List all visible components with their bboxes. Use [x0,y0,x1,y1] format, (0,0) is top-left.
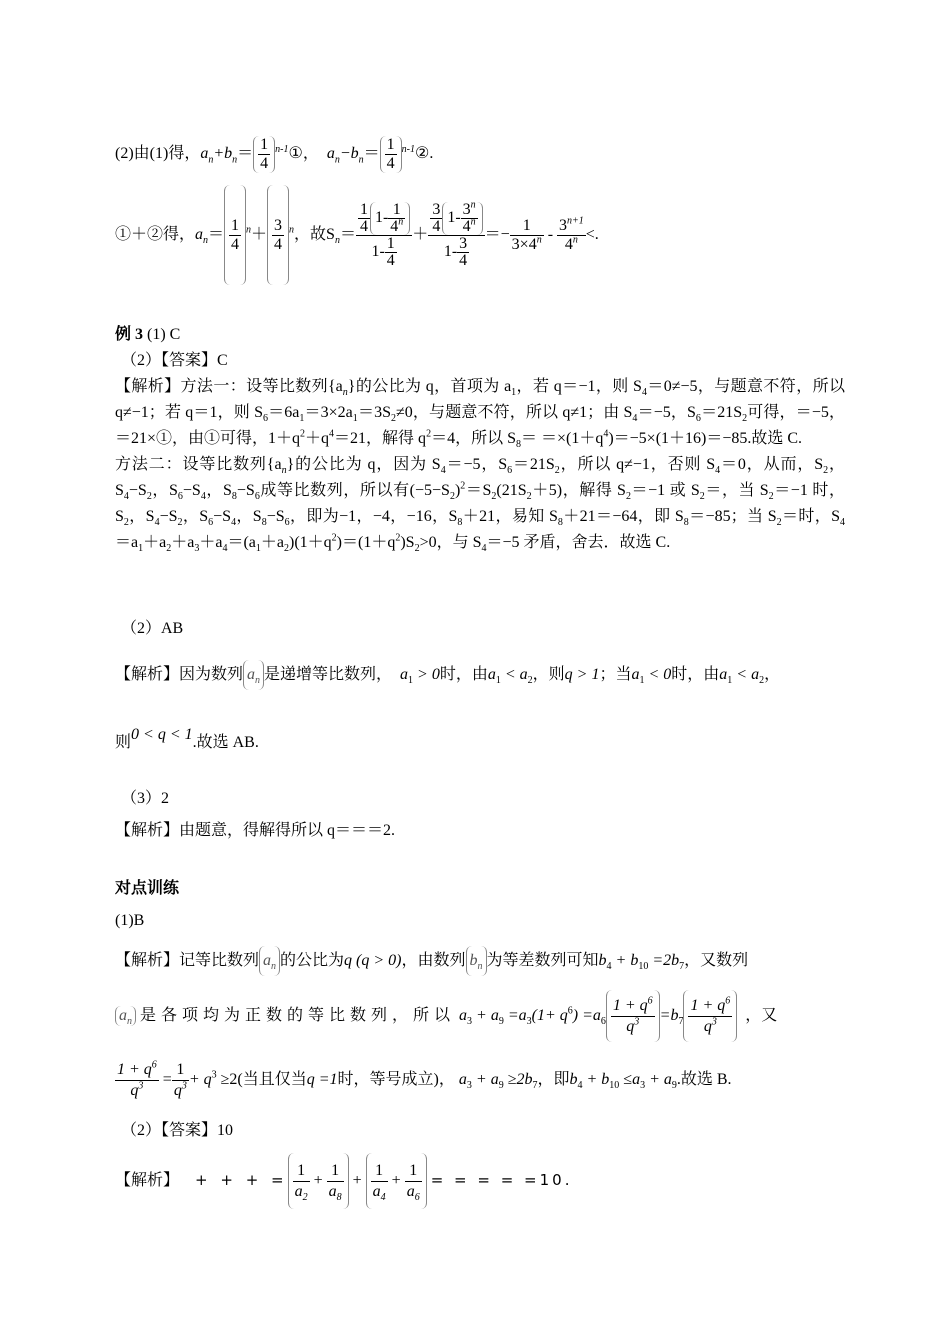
answer-ab-label: （2）AB [121,620,184,637]
answer-ab-analysis: 【解析】因为数列 $a_n$ 是递增等比数列， $a_1 > 0$时，由$a_1 < a_2$，则q > 1；当$a_1 < 0$时，由$a_1 < a_2$， [115,660,845,690]
method-2-paragraph: 方法二：设等比数列$\{a_n\}$的公比为 q，因为 $S_4=-5$，$S_6=21S_2$，所以 q≠−1，否则 $S_4=0$，从而，$S_2$，$S_4-S_2$，$S_6-S_4$，$S_8-S_6$成等比数列，所以有$(-5-S_2)^2=S_2(21S_2+5)$，解得 $S_2=-1$ 或 $S_2=$，当 $S_2=-1$ 时，$S_2$，$S_4-S_2$，$S_6-S_4$，$S_8-S_6$，即为−1，−4，−16，$S_8+21$，易知 $S_8+21=-64$，即 $S_8=-85$；当 $S_2=$时，$S_4=a_1+a_2+a_3+a_4=(a_1+a_2)(1+q^2)=(1+q^2)S_2>0$，与 $S_4=-5$ 矛盾，舍去．故选 C. [115,456,845,555]
answer-3-analysis: 【解析】由题意，得解得所以 q＝＝＝2. [115,822,396,839]
fraction-paren: $\frac{1}{4}$ [253,136,275,173]
answer-2-label: （2）【答案】C [121,352,228,369]
training-answer-2: （2）【答案】10 [121,1122,234,1139]
lead-text: (2)由(1)得， [115,145,201,163]
solution-line-1: (2)由(1)得，$a_n+b_n=$ $\frac{1}{4}$ $^{n-1}$①， $a_n-b_n=$ $\frac{1}{4}$ $^{n-1}$②. [115,136,434,172]
training-analysis-2: $a_n$ 是各项均为正数的等比数列，所以 $a_3 + a_9 =a_3(1+ q^6) =a_6$ $\frac{1 + q^6}{q^3}$ $=b_7$ $\frac{1 + q^6}{q^3}$ ，又 [115,990,845,1042]
example-3-heading: 例 3 (1) C [115,326,181,343]
section-title: 对点训练 [115,880,180,897]
answer-3: （3）2 [121,790,170,807]
training-analysis-4: 【解析】 + + + = $\frac{1}{a_2}$ + $\frac{1}{a_8}$ + $\frac{1}{a_4}$ + $\frac{1}{a_6}$ = = = = =10. [115,1152,845,1208]
training-section: 对点训练 (1)B [115,876,845,934]
sum-fraction-2: $\frac{3}{4}$ 1- $\frac{3^n}{4^n}$ 1- $\frac{3}{4}$ [428,202,484,269]
method-1-paragraph: 【解析】方法一：设等比数列$\{a_n\}$的公比为 q，首项为 $a_1$，若 q＝−1，则 $S_4=0\ne-5$，与题意不符，所以 q≠−1；若 q＝1，则 $S_6=6a_1=3\times 2a_1=3S_2\ne 0$，与题意不符，所以 q≠1；由 $S_4=-5$，$S_6=21S_2$可得，＝−5，＝21×①，由①可得，$1+q^2+q^4=21$，解得 $q^2=4$，所以 $S_8= =\times(1+q^4)=-5\times(1+16)=-85$.故选 C. [115,378,845,451]
solution-line-2: ①＋②得，$a_n=$ $\frac{1}{4}$ $^n$＋ $\frac{3}{4}$ $^n$，故$S_n=$ $\frac{1}{4}$ 1- $\frac{1}{4^n}$ 1- $\frac{1}{4}$ ＋ $\frac{3}{4}$ 1- $\frac{3^n}{4^n}$ 1- $\frac{3}{4}$ ＝− $\frac{1}{3\times 4^n}$ - $\frac{3^{n+1}}{4^n}$ <. [115,185,845,285]
sum-fraction-1: $\frac{1}{4}$ 1- $\frac{1}{4^n}$ 1- $\frac{1}{4}$ [356,202,412,269]
training-analysis-3: $\frac{1 + q^6}{q^3}$ = $\frac{1}{q^3}$ + $q^3 \ge 2$(当且仅当q =1时，等号成立)， $a_3 + a_9 \ge 2b_7$，即$b_4 + b_{10} \le a_3 + a_9$.故选 B. [117,1059,732,1099]
example-3 [115,322,845,556]
answer-ab [115,616,845,642]
answer-ab-conclusion: 则0 < q < 1.故选 AB. [115,726,259,751]
training-analysis-1: 【解析】记等比数列 $a_n$ 的公比为q (q > 0)，由数列 $b_n$ 为等差数列可知$b_4 + b_{10} =2b_7$，又数列 [115,946,845,976]
